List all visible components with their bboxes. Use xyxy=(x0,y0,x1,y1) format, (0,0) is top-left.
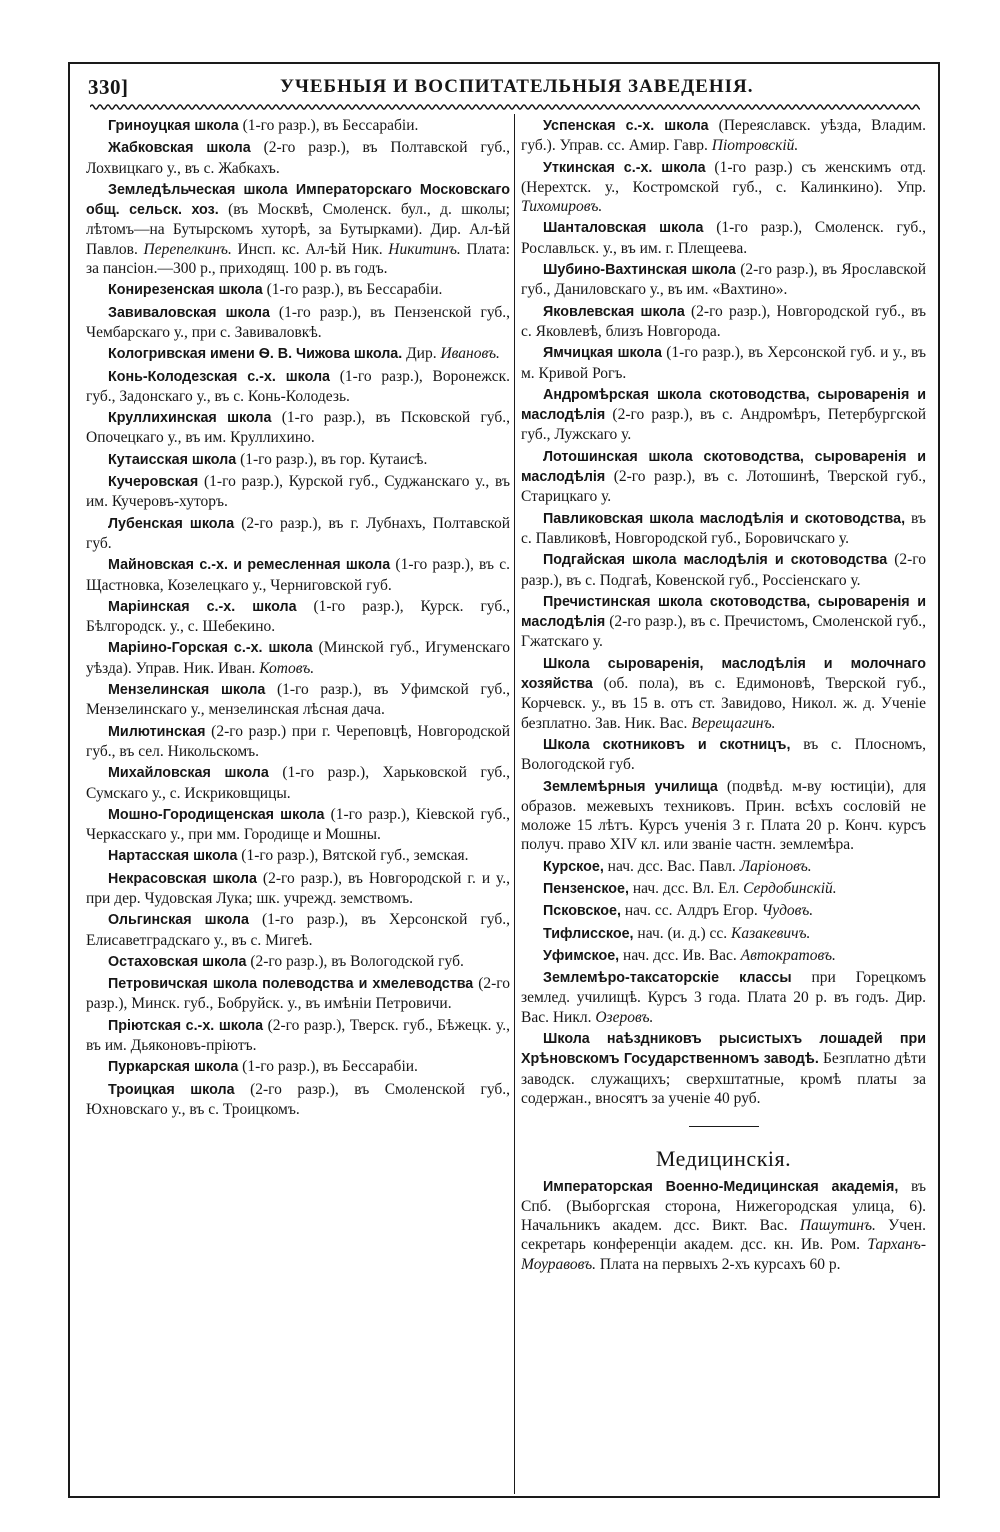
school-entry xyxy=(86,1016,510,1056)
entry-name: Лотошинская школа скотоводства, сыроваренія и маслодѣлія xyxy=(521,448,926,486)
school-entry xyxy=(521,447,926,507)
entry-text: (2-го разр.), Новгородской губ., въ с. Яковлевѣ, близъ Новгорода. xyxy=(521,302,926,340)
entry-name: Милютинская xyxy=(108,723,206,740)
entry-name: Успенская с.-х. школа xyxy=(543,118,709,134)
entry-person: Автократовъ. xyxy=(740,946,836,964)
school-entry xyxy=(521,218,926,258)
column-divider xyxy=(514,114,515,1494)
school-entry xyxy=(521,968,926,1027)
school-entry xyxy=(86,722,510,762)
school-entry xyxy=(86,805,510,845)
entry-name: Завиваловская школа xyxy=(108,304,270,321)
entry-text: (2-го разр.), въ Смоленской губ., Юхновскаго у., въ с. Троицкомъ. xyxy=(86,1080,510,1118)
entry-person: Тарханъ-Моуравовъ. xyxy=(521,1236,926,1273)
entry-text: (1-го разр.) съ женскимъ отд. (Нерехтск. у., Костромской губ., с. Калинкино). Упр. xyxy=(521,158,926,196)
entry-text: (2-го разр.), въ Новгородской г. и у., при дер. Чудовская Лука; шк. учрежд. земствомъ. xyxy=(86,869,510,907)
entry-text: (1-го разр.), въ Бессарабіи. xyxy=(262,281,443,299)
entry-text: (въ Москвѣ, Смоленск. бул., д. школы; лѣтомъ—на Бутырскомъ хуторѣ, за Бутырками). Дир. Ал-ѣй Павлов. xyxy=(86,201,510,258)
school-entry xyxy=(86,910,510,950)
entry-name: Лубенская школа xyxy=(108,515,235,532)
entry-name: Майновская с.-х. и ремесленная школа xyxy=(108,557,391,574)
entry-text: (1-го разр.), въ Пензенской губ., Чембарскаго у., при с. Завиваловкѣ. xyxy=(86,303,510,341)
entry-name: Яковлевская школа xyxy=(543,303,685,320)
entry-name: Школа сыроваренія, маслодѣлія и молочнаго хозяйства xyxy=(521,655,926,693)
entry-text: (1-го разр.), Курск. губ., Бѣлгородск. у., с. Шебекино. xyxy=(86,597,510,636)
school-entry xyxy=(86,974,510,1014)
entry-text: (подвѣд. м-ву юстиціи), для образов. межевыхъ техниковъ. Прин. всѣхъ сословій не моложе 15 лѣтъ. Курсъ ученія 3 г. Плата 20 р. Конч. курсъ получ. право XIV кл. или званіе частн. землемѣра. xyxy=(521,777,926,854)
entry-name: Тифлисское, xyxy=(543,925,634,942)
entry-text: Инсп. кс. Ал-ѣй Ник. xyxy=(231,240,389,258)
entry-person: Ларіоновъ. xyxy=(739,857,812,875)
entry-text: (2-го разр.), въ с. Андромѣръ, Петербургской губ., Лужскаго у. xyxy=(521,406,926,444)
school-entry xyxy=(86,367,510,407)
entry-text: (1-го разр.), Смоленск. губ., Рославльск. у., въ им. г. Плещеева. xyxy=(521,219,926,257)
entry-name: Землемѣро-таксаторскіе классы xyxy=(543,970,792,987)
school-entry xyxy=(86,450,510,470)
school-entry xyxy=(86,869,510,909)
entry-text: въ с. Павликовѣ, Новгородской губ., Боровичскаго у. xyxy=(521,509,926,547)
entry-name: Курское, xyxy=(543,858,604,875)
entry-text: Безплатно дѣти заводск. служащихъ; сверхштатные, кромѣ платы за содержан., вносятъ за ученіе 40 руб. xyxy=(521,1050,926,1107)
page-header xyxy=(70,64,938,102)
entry-text: нач. дсс. Вас. Павл. xyxy=(603,857,740,875)
entry-name: Кутаисская школа xyxy=(108,451,237,468)
entry-text: (Переяславск. уѣзда, Владим. губ.). Управ. сс. Амир. Гавр. xyxy=(521,117,926,155)
entry-text: Плата: за пансіон.—300 р., приходящ. 100 р. въ годъ. xyxy=(86,240,510,278)
entry-text: нач. дсс. Вл. Ел. xyxy=(628,879,744,897)
school-entry xyxy=(86,408,510,448)
entry-text: (1-го разр.), въ Псковской губ., Опочецкаго у., въ им. Круллихино. xyxy=(86,409,510,447)
entry-person: Верещагинъ. xyxy=(691,714,776,732)
entry-person: Ивановъ. xyxy=(440,345,500,363)
entry-person: Никитинъ. xyxy=(388,240,461,258)
school-entry xyxy=(86,1057,510,1077)
school-entry xyxy=(521,946,926,966)
entry-name: Земледѣльческая школа Императорскаго Московскаго общ. сельск. хоз. xyxy=(86,181,510,219)
entry-text: (2-го разр.), въ с. Пречистомъ, Смоленской губ., Гжатскаго у. xyxy=(521,613,926,651)
entry-text: (Минской губ., Игуменскаго уѣзда). Управ. Ник. Иван. xyxy=(86,639,510,677)
school-entry xyxy=(521,260,926,300)
school-entry xyxy=(86,680,510,720)
entry-name: Жабковская школа xyxy=(108,140,251,157)
school-entry xyxy=(86,303,510,343)
entry-text: нач. сс. Алдръ Егор. xyxy=(620,902,762,920)
school-entry xyxy=(86,116,510,136)
entry-person: Чудовъ. xyxy=(761,902,814,920)
entry-name: Троицкая школа xyxy=(108,1081,235,1098)
entry-text: (1-го разр.), въ Херсонской губ., Елисаветградскаго у., въ с. Мигеѣ. xyxy=(86,911,510,949)
entry-name: Мошно-Городищенская школа xyxy=(108,806,325,823)
school-entry xyxy=(86,138,510,178)
entry-name: Остаховская школа xyxy=(108,953,247,970)
school-entry xyxy=(86,952,510,972)
school-entry xyxy=(86,638,510,678)
school-entry xyxy=(86,1080,510,1120)
school-entry xyxy=(521,1029,926,1108)
entry-name: Михайловская школа xyxy=(108,765,269,782)
entry-person: Котовъ. xyxy=(259,659,315,677)
school-entry xyxy=(86,846,510,866)
entry-text: (1-го разр.), Харьковской губ., Сумскаго у., с. Искриковщицы. xyxy=(86,764,510,802)
entry-text: (2-го разр.), въ с. Лотошинѣ, Тверской губ., Старицкаго у. xyxy=(521,468,926,506)
entry-name: Нартасская школа xyxy=(108,848,238,865)
school-entry xyxy=(86,472,510,512)
entry-text: (2-го разр.), Тверск. губ., Бѣжецк. у., въ им. Дьяконовъ-пріютъ. xyxy=(86,1016,510,1055)
entry-text: (1-го разр.), въ с. Щастновка, Козелецкаго у., Черниговской губ. xyxy=(86,556,510,594)
school-entry xyxy=(521,654,926,733)
entry-name: Землемѣрныя училища xyxy=(543,778,718,795)
school-entry xyxy=(521,343,926,383)
entry-name: Конь-Колодезская с.-х. школа xyxy=(108,368,330,385)
entry-text: при Горецкомъ землед. училищѣ. Курсъ 3 года. Плата 20 р. въ годъ. Дир. Вас. Никл. xyxy=(521,969,926,1026)
entry-text: (1-го разр.), въ Бессарабіи. xyxy=(238,117,419,134)
school-entry xyxy=(86,514,510,554)
entry-text: (2-го разр.), въ Полтавской губ., Лохвицкаго у., въ с. Жабкахъ. xyxy=(86,139,510,177)
entry-person: Пашутинъ. xyxy=(799,1217,876,1235)
entry-text: въ Спб. (Выборгская сторона, Нижегородская улица, 6). Начальникъ академ. дсс. Викт. Вас. xyxy=(521,1177,926,1235)
entry-name: Гриноуцкая школа xyxy=(108,118,239,134)
wavy-rule xyxy=(90,102,920,112)
entry-name: Уткинская с.-х. школа xyxy=(543,159,706,176)
section-separator xyxy=(689,1126,759,1127)
entry-name: Павликовская школа маслодѣлія и скотоводства, xyxy=(543,510,906,527)
entry-name: Пензенское, xyxy=(543,880,629,897)
entry-person: Казакевичъ. xyxy=(731,924,811,942)
entry-text: (1-го разр.), Вятской губ., земская. xyxy=(237,847,469,865)
entry-name: Маріинская с.-х. школа xyxy=(108,598,297,615)
entry-text: Учен. секретарь конференціи академ. дсс. кн. Ив. Ром. xyxy=(521,1217,926,1254)
right-column xyxy=(521,116,926,1492)
entry-text: (об. пола), въ с. Едимоновѣ, Тверской губ., Корчевск. у., въ 15 в. отъ ст. Завидово, Никол. ж. д. Ученіе безплатно. Зав. Ник. Вас. xyxy=(521,675,926,732)
school-entry xyxy=(521,901,926,921)
school-entry xyxy=(521,116,926,156)
school-entry xyxy=(521,158,926,217)
entry-text: Дир. xyxy=(402,345,441,363)
entry-name: Круллихинская школа xyxy=(108,410,272,427)
entry-text: нач. дсс. Ив. Вас. xyxy=(619,946,741,964)
entry-text: (2-го разр.), въ Ярославской губ., Даниловскаго у., въ им. «Вахтино». xyxy=(521,261,926,299)
entry-person: Піотровскій. xyxy=(711,137,799,155)
entry-name: Андромѣрская школа скотоводства, сыроваренія и маслодѣлія xyxy=(521,386,926,424)
entry-text: (1-го разр.), Курской губ., Суджанскаго у., въ им. Кучеровъ-хуторъ. xyxy=(86,473,510,511)
entry-person: Озеровъ. xyxy=(595,1008,654,1026)
school-entry xyxy=(521,879,926,899)
book-page xyxy=(68,62,940,1498)
entry-name: Кучеровская xyxy=(108,474,199,491)
entry-text: (2-го разр.), Минск. губ., Бобруйск. у., въ имѣніи Петровичи. xyxy=(86,975,510,1013)
entry-person: Тихомировъ. xyxy=(521,198,603,216)
entry-name: Мензелинская школа xyxy=(108,682,266,699)
school-entry xyxy=(521,857,926,877)
entry-text: въ с. Плосномъ, Вологодской губ. xyxy=(521,735,926,774)
entry-text: (2-го разр.), въ г. Лубнахъ, Полтавской губ. xyxy=(86,514,510,552)
entry-name: Уфимское, xyxy=(543,947,620,964)
entry-text: Плата на первыхъ 2-хъ курсахъ 60 р. xyxy=(596,1255,841,1273)
entry-text: (2-го разр.), въ с. Подгаѣ, Ковенской губ., Россіенскаго у. xyxy=(521,551,926,589)
entry-name: Пріютская с.-х. школа xyxy=(108,1017,264,1034)
school-entry xyxy=(521,777,926,855)
entry-text: (1-го разр.), въ Уфимской губ., Мензелинскаго у., мензелинская лѣсная дача. xyxy=(86,681,510,719)
school-entry xyxy=(521,592,926,652)
entry-text: (1-го разр.), въ Херсонской губ. и у., въ м. Кривой Рогъ. xyxy=(521,344,926,382)
school-entry xyxy=(86,597,510,637)
entry-name: Кологривская имени Ѳ. В. Чижова школа. xyxy=(108,346,403,363)
school-entry xyxy=(86,344,510,364)
school-entry xyxy=(521,550,926,590)
school-entry xyxy=(521,1177,926,1274)
entry-text: (1-го разр.), Кіевской губ., Черкасскаго у., при мм. Городище и Мошны. xyxy=(86,805,510,844)
entry-person: Перепелкинъ. xyxy=(143,240,232,258)
entry-name: Императорская Военно-Медицинская академія, xyxy=(543,1178,899,1195)
school-entry xyxy=(86,763,510,803)
entry-name: Шубино-Вахтинская школа xyxy=(543,262,736,279)
school-entry xyxy=(521,385,926,445)
entry-text: (1-го разр.), въ Бессарабіи. xyxy=(238,1058,418,1076)
entry-name: Шанталовская школа xyxy=(543,220,704,237)
entry-name: Петровичская школа полеводства и хмелеводства xyxy=(108,976,474,993)
entry-text: нач. (и. д.) сс. xyxy=(633,924,732,942)
entry-text: (1-го разр.), Воронежск. губ., Задонскаго у., въ с. Конь-Колодезь. xyxy=(86,367,510,405)
entry-person: Сердобинскій. xyxy=(743,879,837,897)
entry-name: Псковское, xyxy=(543,903,621,920)
entry-text: (1-го разр.), въ гор. Кутаисѣ. xyxy=(236,450,428,468)
entry-name: Школа наѣздниковъ рысистыхъ лошадей при Хрѣновскомъ Государственномъ заводѣ. xyxy=(521,1031,926,1068)
school-entry xyxy=(86,180,510,278)
page-number: 330] xyxy=(88,75,129,99)
school-entry xyxy=(521,509,926,549)
school-entry xyxy=(521,302,926,342)
running-head: УЧЕБНЫЯ И ВОСПИТАТЕЛЬНЫЯ ЗАВЕДЕНІЯ. xyxy=(280,76,754,97)
entry-name: Ольгинская школа xyxy=(108,912,249,929)
entry-name: Некрасовская школа xyxy=(108,870,257,887)
school-entry xyxy=(86,280,510,300)
school-entry xyxy=(521,735,926,775)
entry-text: (2-го разр.), въ Вологодской губ. xyxy=(246,952,464,970)
entry-name: Ямчицкая школа xyxy=(543,345,662,362)
school-entry xyxy=(521,924,926,944)
entry-name: Конирезенская школа xyxy=(108,282,263,299)
entry-name: Пречистинская школа скотоводства, сыроваренія и маслодѣлія xyxy=(521,593,926,631)
entry-name: Школа скотниковъ и скотницъ, xyxy=(543,736,791,753)
entry-name: Пуркарская школа xyxy=(108,1059,239,1076)
school-entry xyxy=(86,555,510,595)
entry-name: Маріино-Горская с.-х. школа xyxy=(108,640,313,657)
entry-text: (2-го разр.) при г. Череповцѣ, Новгородской губ., въ сел. Никольскомъ. xyxy=(86,722,510,760)
section-heading-medical: Медицинскія. xyxy=(655,1146,792,1172)
entry-name: Подгайская школа маслодѣлія и скотоводства xyxy=(543,552,888,569)
left-column xyxy=(86,116,510,1492)
